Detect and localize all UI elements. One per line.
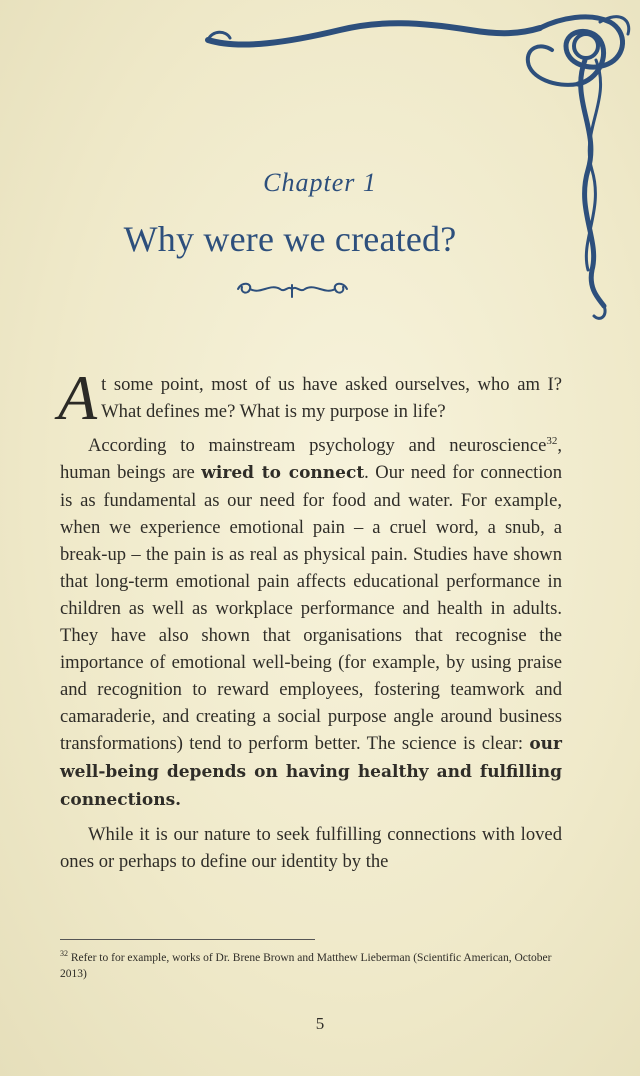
chapter-title: Why were we created? — [123, 219, 457, 259]
footnote-reference[interactable]: 32 — [546, 434, 558, 447]
body-text — [58, 362, 563, 875]
paragraph-2 — [60, 432, 562, 814]
footnote — [60, 950, 560, 982]
paragraph-1-text: t some point, most of us have asked ourselves, who am I? What defines me? What is my purpose in life? — [101, 374, 562, 422]
paragraph-3 — [60, 821, 562, 875]
drop-cap: A — [58, 362, 98, 433]
paragraph-1 — [58, 362, 562, 433]
footnote-text: Refer to for example, works of Dr. Brene Brown and Matthew Lieberman (Scientific American, October 2013) — [60, 952, 552, 980]
paragraph-2-text-c: . Our need for connection is as fundamental as our need for food and water. For example, when we experience emotional pain – a cruel word, a snub, a break-up – the pain is as real as physical pain. Studies have shown that long-term emotional pain affects educational performance in children as well as workplace performance and health in adults. They have also shown that organisations that recognise the importance of emotional well-being (for example, by using praise and recognition to reward employees, fostering teamwork and camaraderie, and creating a social purpose angle around business transformations) tend to perform better. The science is clear: — [60, 462, 563, 754]
chapter-label: Chapter 1 — [263, 168, 377, 197]
paragraph-3-text: While it is our nature to seek fulfilling connections with loved ones or perhaps to define our identity by the — [60, 824, 562, 872]
footnote-number: 32 — [60, 949, 68, 959]
footnote-divider — [60, 939, 315, 940]
paragraph-2-text-b: , human beings are — [60, 435, 562, 483]
emphasis-wired-to-connect: wired to connect — [201, 463, 365, 483]
paragraph-2-text-a: According to mainstream psychology and neuroscience — [88, 435, 547, 456]
emphasis-conclusion: our well-being depends on having healthy and fulfilling connections. — [60, 734, 562, 810]
page-number: 5 — [315, 1014, 325, 1033]
title-flourish-ornament — [230, 275, 355, 305]
